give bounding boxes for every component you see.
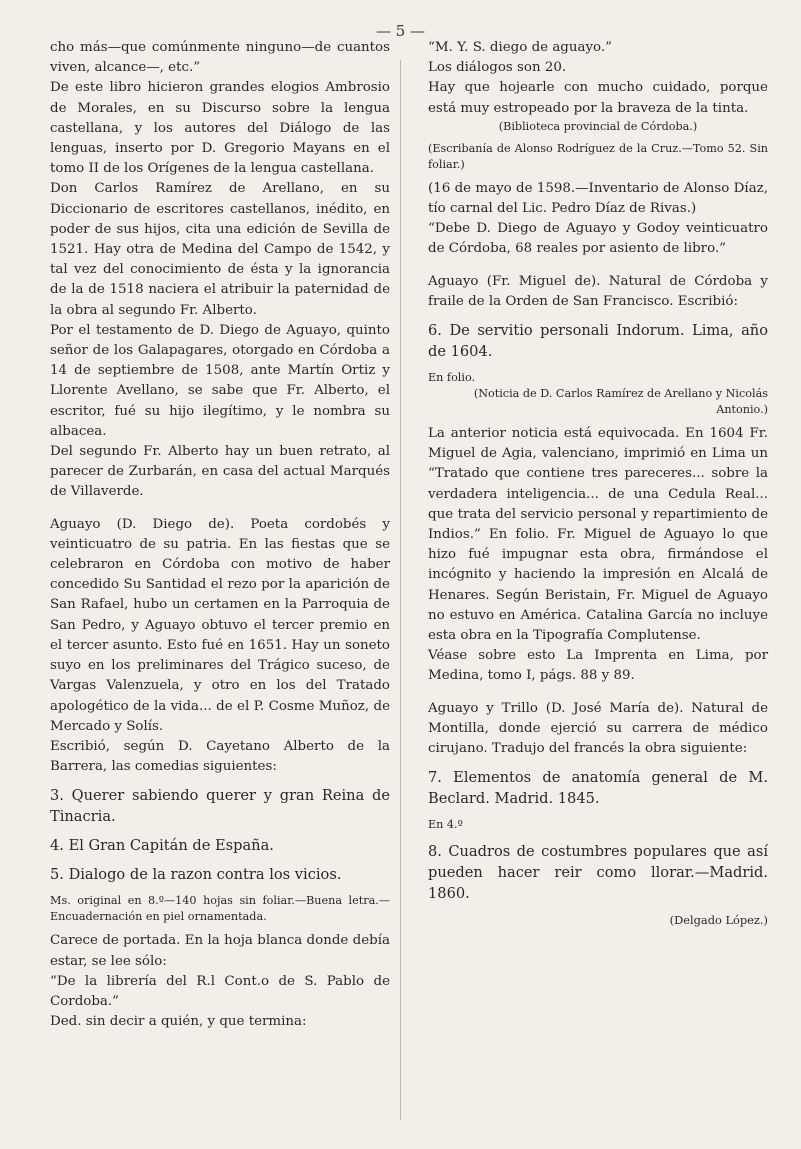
page-number: — 5 — [375,22,426,40]
entry-paragraph: Aguayo (Fr. Miguel de). Natural de Córdoba y fraile de la Orden de San Francisco. Escribió: [428,273,768,309]
format-note: En folio. [428,371,476,385]
paragraph: Del segundo Fr. Alberto hay un buen retrato, al parecer de Zurbarán, en casa del actual Marqués de Villaverde. [50,444,390,500]
entry-paragraph: Aguayo (D. Diego de). Poeta cordobés y veinticuatro de su patria. En las fiestas que se celebraron en Córdoba con motivo de haber concedido Su Santidad el rezo por la aparición de San Rafael, hubo un certamen en la Parroquia de San Pedro, y Aguayo obtuvo el tercer premio en el tercer asunto. Esto fué en 1651. Hay un soneto suyo en los preliminares del Trágico suceso, de Vargas Valenzuela, y otro en los del Tratado apologético de la vida... de el P. Cosme Muñoz, de Mercado y Solís. [50,516,390,734]
signature: (Delgado López.) [669,913,768,928]
paragraph: Por el testamento de D. Diego de Aguayo, quinto señor de los Galapagares, otorgado en Córdoba a 14 de septiembre de 1508, ante Martín Ortiz y Llorente Avellano, se sabe que Fr. Alberto, el escritor, fué su hijo ilegítimo, y le nombra su albacea. [50,322,390,439]
entry-paragraph: Aguayo y Trillo (D. José María de). Natural de Montilla, donde ejerció su carrera de médico cirujano. Tradujo del francés la obra siguiente: [428,700,768,757]
format-note: En 4.º [428,818,463,832]
paragraph: Carece de portada. En la hoja blanca donde debía estar, se lee sólo: [50,933,390,969]
work-item-6: 6. De servitio personali Indorum. Lima, año de 1604. [428,322,768,361]
paragraph: De este libro hicieron grandes elogios Ambrosio de Morales, en su Discurso sobre la lengua castellana, y los autores del Diálogo de las lenguas, inserto por D. Gregorio Mayans en el tomo II de los Orígenes de la lengua castellana. [50,80,390,177]
paragraph: Don Carlos Ramírez de Arellano, en su Diccionario de escritores castellanos, inédito, en poder de sus hijos, cita una edición de Sevilla de 1521. Hay otra de Medina del Campo de 1542, y tal vez del conocimiento de ésta y la ignorancia de la de 1518 naciera el atribuir la paternidad de la obra al segundo Fr. Alberto. [50,181,390,318]
work-item-5: 5. Dialogo de la razon contra los vicios. [50,866,342,884]
work-item-8: 8. Cuadros de costumbres populares que así pueden hacer reir como llorar.—Madrid. 1860. [428,843,768,903]
column-divider [400,60,401,1120]
paragraph: Los diálogos son 20. [428,60,567,76]
quote: “M. Y. S. diego de aguayo.” [428,40,612,55]
quote: “Debe D. Diego de Aguayo y Godoy veinticuatro de Córdoba, 68 reales por asiento de libro.” [428,221,768,257]
source-note: (Biblioteca provincial de Córdoba.) [498,119,698,133]
quote: “De la librería del R.l Cont.o de S. Pablo de Cordoba.” [50,973,390,1009]
paragraph: Hay que hojearle con mucho cuidado, porque está muy estropeado por la braveza de la tinta. [428,80,768,116]
work-item-7: 7. Elementos de anatomía general de M. Beclard. Madrid. 1845. [428,769,768,808]
paragraph: Escribió, según D. Cayetano Alberto de la Barrera, las comedias siguientes: [50,738,390,775]
right-column [428,38,768,928]
paragraph: (16 de mayo de 1598.—Inventario de Alonso Díaz, tío carnal del Lic. Pedro Díaz de Rivas.) [428,180,768,217]
source-note: (Escribanía de Alonso Rodríguez de la Cruz.—Tomo 52. Sin foliar.) [428,141,768,171]
paragraph: Ded. sin decir a quién, y que termina: [50,1014,307,1030]
paragraph: cho más—que comúnmente ninguno—de cuantos viven, alcance—, etc.” [50,40,390,76]
work-item-3: 3. Querer sabiendo querer y gran Reina de Tinacria. [50,787,390,826]
description-note: Ms. original en 8.º—140 hojas sin foliar.—Buena letra.—Encuadernación en piel ornamentada. [50,894,390,924]
left-column [50,38,390,1032]
work-item-4: 4. El Gran Capitán de España. [50,837,274,855]
paragraph: Véase sobre esto La Imprenta en Lima, por Medina, tomo I, págs. 88 y 89. [428,648,768,684]
source-note: (Noticia de D. Carlos Ramírez de Arellano y Nicolás Antonio.) [473,387,768,417]
paragraph: La anterior noticia está equivocada. En 1604 Fr. Miguel de Agia, valenciano, imprimió en Lima un “Tratado que contiene tres pareceres... sobre la verdadera inteligencia... de una Cedula Real... que trata del servicio personal y repartimiento de Indios.” En folio. Fr. Miguel de Aguayo lo que hizo fué impugnar esta obra, firmándose el incógnito y haciendo la impresión en Alcalá de Henares. Según Beristain, Fr. Miguel de Aguayo no estuvo en América. Catalina García no incluye esta obra en la Tipografía Complutense. [428,426,768,644]
